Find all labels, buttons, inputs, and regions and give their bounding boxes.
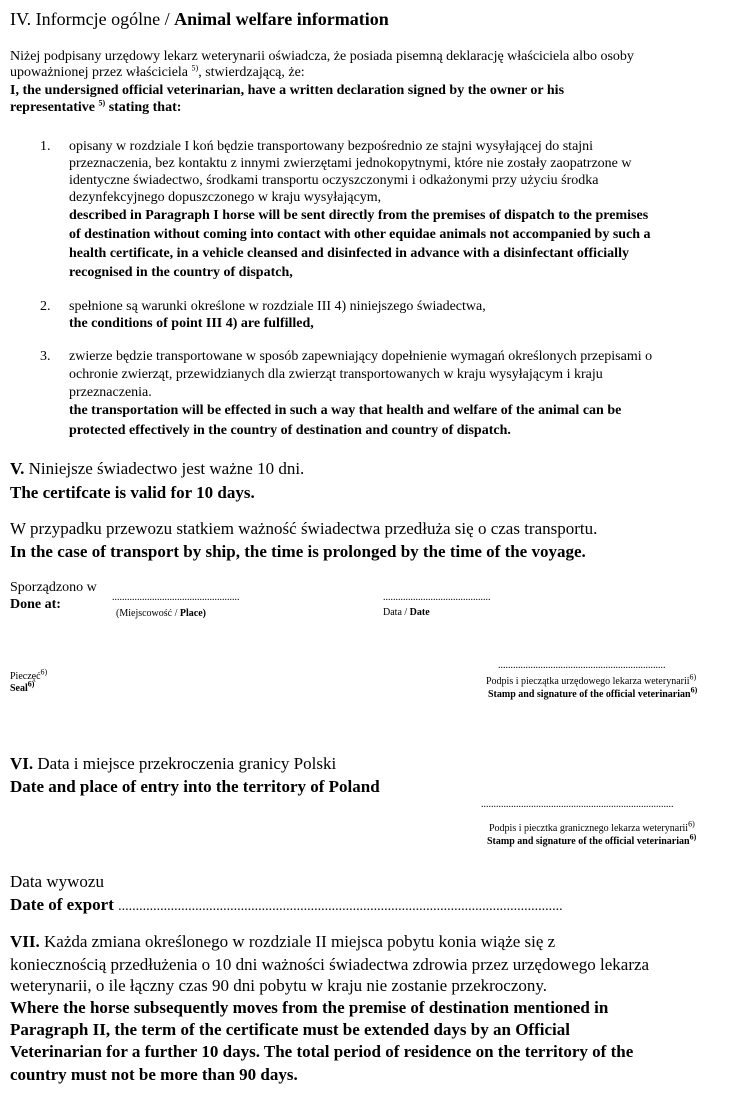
footnote-ref: 5) — [98, 98, 106, 108]
seal-en-text: Seal — [10, 683, 28, 694]
section6-heading-pl-text: Data i miejsce przekroczenia granicy Polski — [33, 754, 337, 773]
section4-heading — [10, 8, 389, 30]
item1-en-line: described in Paragraph I horse will be sent directly from the premises of dispatch to the premises — [69, 208, 649, 223]
item2-en-line: the conditions of point III 4) are fulfilled, — [69, 316, 314, 331]
intro-pl-text-end: , stwierdzającą, że: — [198, 65, 305, 80]
section4-intro-en-line2 — [10, 99, 181, 117]
item-number: 2. — [40, 299, 51, 314]
place-label — [116, 608, 206, 620]
sig-pl-text: Podpis i pieczątka urzędowego lekarza weterynarii — [486, 676, 690, 687]
section7-pl-text: Każda zmiana określonego w rozdziale II miejsca pobytu konia wiąże się z — [39, 932, 556, 951]
place-field[interactable]: ................................................... — [112, 592, 240, 603]
section7-en-line: Veterinarian for a further 10 days. The total period of residence on the territory of the — [10, 1042, 634, 1061]
footnote-ref: 6) — [27, 679, 35, 689]
date-label — [383, 607, 430, 619]
section4-heading-en: Animal welfare information — [174, 9, 389, 29]
section7-en-line: country must not be more than 90 days. — [10, 1065, 298, 1084]
section7-en-line: Paragraph II, the term of the certificate must be extended days by an Official — [10, 1020, 570, 1039]
footnote-ref: 5) — [191, 63, 199, 73]
intro-pl-text: upoważnionej przez właściciela — [10, 65, 189, 80]
place-label-en: Place) — [179, 608, 206, 619]
section7-en-line: Where the horse subsequently moves from the premise of destination mentioned in — [10, 998, 609, 1017]
section4-heading-pl: IV. Informcje ogólne / — [10, 9, 175, 29]
export-date-en: Date of export — [10, 895, 114, 914]
export-date-field[interactable]: ............................................................................................................................... — [118, 899, 563, 914]
section7-pl-line: weterynarii, o ile łączny czas 90 dni pobytu w kraju nie zostanie przekroczony. — [10, 976, 548, 995]
item-number: 3. — [40, 349, 51, 364]
section5-heading-pl-text: Niniejsze świadectwo jest ważne 10 dni. — [24, 459, 305, 478]
export-date-pl: Data wywozu — [10, 872, 104, 891]
section4-intro-pl-line2 — [10, 64, 305, 82]
section6-number: VI. — [10, 754, 34, 773]
border-sig-en-text: Stamp and signature of the official veterinarian — [487, 836, 690, 847]
seal-label-en — [10, 679, 35, 695]
intro-en-text-end: stating that: — [105, 100, 182, 115]
sig-en-text: Stamp and signature of the official veterinarian — [488, 689, 691, 700]
footnote-ref: 6) — [40, 667, 48, 677]
footnote-ref: 6) — [689, 832, 697, 842]
item3-en-line: the transportation will be effected in such a way that health and welfare of the animal can be — [69, 403, 622, 418]
ship-note-pl: W przypadku przewozu statkiem ważność świadectwa przedłuża się o czas transportu. — [10, 519, 598, 538]
ship-note-en: In the case of transport by ship, the time is prolonged by the time of the voyage. — [10, 542, 586, 561]
footnote-ref: 6) — [689, 672, 697, 682]
signature-field[interactable]: ................................................................... — [498, 660, 666, 671]
section4-intro-pl-line1: Niżej podpisany urzędowy lekarz weterynarii oświadcza, że posiada pisemną deklarację właściciela albo osoby — [10, 49, 634, 64]
item3-pl-line: ochronie zwierząt, przewidzianych dla zwierząt transportowanych w kraju wysyłającym i kraju — [69, 367, 603, 382]
border-signature-label-pl — [489, 819, 695, 835]
date-label-pl: Data / — [383, 607, 410, 618]
footnote-ref: 6) — [688, 819, 695, 829]
item1-en-line: recognised in the country of dispatch, — [69, 265, 293, 280]
item1-pl-line: identyczne świadectwo, środkami transportu oczyszczonymi i odkażonymi przy użyciu środka — [69, 173, 599, 188]
item1-pl-line: opisany w rozdziale I koń będzie transportowany bezpośrednio ze stajni wysyłającej do stajni — [69, 139, 594, 154]
intro-en-text: representative — [10, 100, 96, 115]
section6-heading-en: Date and place of entry into the territory of Poland — [10, 777, 380, 796]
border-sig-pl-text: Podpis i piecztka granicznego lekarza weterynarii — [489, 823, 689, 834]
section4-intro-en-line1: I, the undersigned official veterinarian, have a written declaration signed by the owner or his — [10, 83, 565, 98]
item-number: 1. — [40, 139, 51, 154]
section5-number: V. — [10, 459, 25, 478]
place-label-pl: (Miejscowość / — [116, 608, 180, 619]
border-signature-field[interactable]: ............................................................................. — [481, 799, 674, 810]
section5-heading-pl — [10, 458, 304, 479]
item3-pl-line: zwierze będzie transportowane w sposób zapewniający dopełnienie wymagań określonych przepisami o — [69, 349, 653, 364]
footnote-ref: 6) — [690, 685, 698, 695]
date-label-en: Date — [409, 607, 430, 618]
seal-pl-text: Pieczęć — [10, 671, 41, 682]
signature-label-en — [488, 685, 698, 701]
done-at-en: Done at: — [10, 597, 61, 612]
item2-pl-line: spełnione są warunki określone w rozdziale III 4) niniejszego świadectwa, — [69, 299, 486, 314]
date-field[interactable]: ........................................... — [383, 592, 491, 603]
done-at-pl: Sporządzono w — [10, 580, 97, 595]
section7-pl-line: koniecznością przedłużenia o 10 dni ważności świadectwa zdrowia przez urzędowego lekarza — [10, 955, 650, 974]
item1-pl-line: przeznaczenia, bez kontaktu z innymi zwierzętami jednokopytnymi, które nie zostały zaopatrzone w — [69, 156, 632, 171]
item1-pl-line: dezynfekcyjnego dopuszczonego w kraju wysyłającym, — [69, 190, 382, 205]
section7-number: VII. — [10, 932, 40, 951]
item1-en-line: health certificate, in a vehicle cleansed and disinfected in advance with a disinfectant officially — [69, 246, 629, 261]
section7-pl-line1 — [10, 931, 555, 952]
signature-label-pl — [486, 672, 697, 688]
item1-en-line: of destination without coming into contact with other equidae animals not accompanied by such a — [69, 227, 651, 242]
border-signature-label-en — [487, 832, 697, 848]
section6-heading-pl — [10, 753, 336, 774]
item3-en-line: protected effectively in the country of destination and country of dispatch. — [69, 423, 511, 438]
export-date-row — [10, 894, 563, 916]
item3-pl-line: przeznaczenia. — [69, 385, 152, 400]
section5-heading-en: The certifcate is valid for 10 days. — [10, 483, 255, 502]
